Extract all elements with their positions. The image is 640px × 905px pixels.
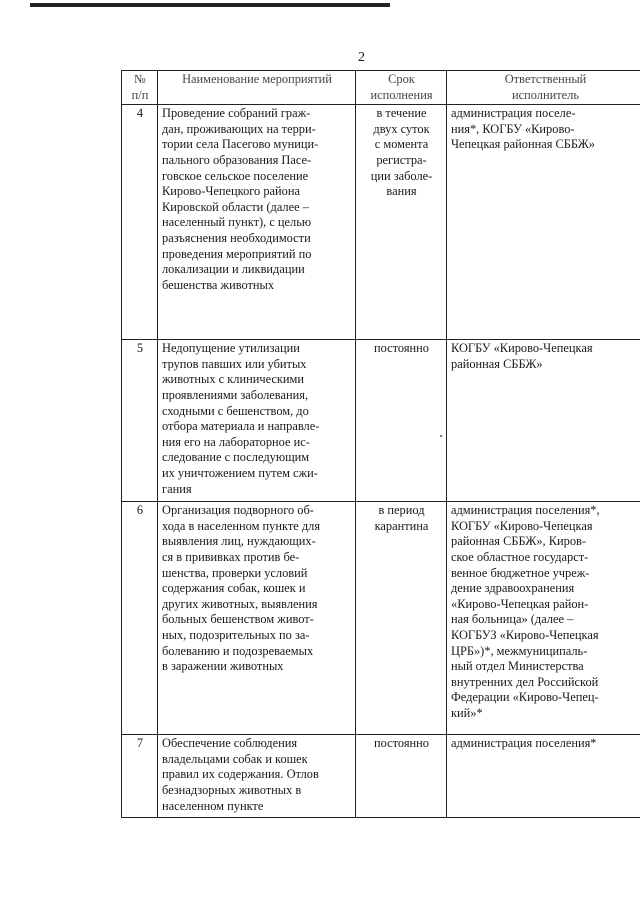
cell-name-line: правил их содержания. Отлов [162, 767, 319, 782]
cell-name-line: Кировской области (далее – [162, 199, 309, 214]
cell-responsible-line: венное бюджетное учреж- [451, 565, 590, 580]
cell-name-line: Кирово-Чепецкого района [162, 184, 300, 199]
cell-term-line: регистра- [376, 152, 427, 167]
cell-name-line: болеванию и подозреваемых [162, 643, 314, 658]
header-number-line: п/п [131, 87, 149, 102]
cell-name-line: шенства, проверки условий [162, 565, 308, 580]
header-term-line: Срок [388, 72, 415, 86]
cell-responsible-line: ная больница» (далее – [451, 612, 574, 627]
cell-name-line: населенном пункте [162, 798, 264, 813]
cell-responsible-line: КОГБУ «Кирово-Чепецкая [451, 341, 593, 356]
cell-name-line: населенный пункт), с целью [162, 215, 312, 230]
cell-term-line: в течение [376, 106, 427, 121]
cell-responsible [447, 735, 640, 818]
cell-responsible-line: внутренних дел Российской [451, 674, 599, 689]
header-responsible [447, 71, 640, 105]
cell-name-line: пального образования Пасе- [162, 152, 312, 167]
cell-responsible-line: КОГБУ «Кирово-Чепецкая [451, 518, 593, 533]
cell-responsible [447, 340, 640, 502]
cell-responsible-line: администрация поселе- [451, 106, 576, 121]
cell-number: 6 [122, 502, 158, 735]
cell-term-line: постоянно [373, 341, 429, 356]
cell-responsible-line: районная СББЖ» [451, 356, 543, 371]
cell-term-line: с момента [374, 137, 429, 152]
cell-term-line: в период [378, 503, 425, 518]
cell-responsible [447, 105, 640, 340]
cell-term-line: постоянно [373, 736, 429, 751]
cell-name-line: следование с последующим [162, 450, 310, 465]
cell-name-line: локализации и ликвидации [162, 262, 305, 277]
cell-responsible-line: районная СББЖ», Киров- [451, 534, 587, 549]
cell-name-line: тории села Пасегово муници- [162, 137, 319, 152]
cell-name-line: владельцами собак и кошек [162, 751, 308, 766]
header-term-line: исполнения [370, 87, 433, 102]
cell-name-line: других животных, выявления [162, 596, 318, 611]
cell-name-line: бешенства животных [162, 277, 275, 292]
cell-name-line: трупов павших или убитых [162, 356, 307, 371]
scan-speck [440, 435, 442, 437]
cell-term [356, 502, 447, 735]
cell-term-line: карантина [374, 518, 429, 533]
header-number-line: № [134, 72, 146, 86]
cell-name-line: безнадзорных животных в [162, 782, 302, 797]
cell-name-line: содержания собак, кошек и [162, 581, 306, 596]
cell-name-line: Проведение собраний граж- [162, 106, 311, 121]
cell-name-line: больных бешенством живот- [162, 612, 314, 627]
cell-name-line: Организация подворного об- [162, 503, 314, 518]
cell-term [356, 105, 447, 340]
cell-responsible-line: ный отдел Министерства [451, 659, 584, 674]
cell-name [158, 735, 356, 818]
header-name [158, 71, 356, 105]
cell-name-line: выявления лиц, нуждающих- [162, 534, 316, 549]
header-name-line: Наименование мероприятий [182, 72, 332, 86]
header-responsible-line: Ответственный [504, 72, 587, 86]
cell-term-line: ции заболе- [370, 168, 433, 183]
cell-name-line: Недопущение утилизации [162, 341, 300, 356]
table-row [122, 105, 640, 340]
cell-name-line: разъяснения необходимости [162, 230, 311, 245]
cell-name-line: проведения мероприятий по [162, 246, 312, 261]
cell-number: 4 [122, 105, 158, 340]
cell-name-line: их уничтожением путем сжи- [162, 465, 318, 480]
cell-name-line: Обеспечение соблюдения [162, 736, 298, 751]
header-number [122, 71, 158, 105]
cell-responsible [447, 502, 640, 735]
cell-term-line: двух суток [373, 121, 430, 136]
cell-name [158, 340, 356, 502]
cell-responsible-line: Федерации «Кирово-Чепец- [451, 690, 599, 705]
cell-responsible-line: кий»* [451, 705, 483, 720]
cell-responsible-line: Чепецкая районная СББЖ» [451, 137, 596, 152]
cell-name-line: проявлениями заболевания, [162, 387, 309, 402]
cell-name-line: говское сельское поселение [162, 168, 309, 183]
cell-term [356, 340, 447, 502]
cell-responsible-line: «Кирово-Чепецкая район- [451, 596, 589, 611]
header-responsible-line: исполнитель [512, 87, 579, 102]
cell-name-line: ся в прививках против бе- [162, 549, 300, 564]
cell-responsible-line: администрация поселения* [451, 736, 597, 751]
table-row [122, 340, 640, 502]
table-row [122, 502, 640, 735]
cell-responsible-line: ЦРБ»)*, межмуниципаль- [451, 643, 588, 658]
cell-responsible-line: администрация поселения*, [451, 503, 600, 518]
header-term [356, 71, 447, 105]
cell-name-line: ния его на лабораторное ис- [162, 434, 310, 449]
cell-name-line: хода в населенном пункте для [162, 518, 321, 533]
table-row [122, 735, 640, 818]
cell-name-line: гания [162, 481, 192, 496]
cell-term-line: вания [386, 184, 417, 199]
cell-name-line: животных с клиническими [162, 372, 305, 387]
cell-name-line: сходными с бешенством, до [162, 403, 309, 418]
cell-name-line: отбора материала и направле- [162, 419, 320, 434]
cell-name [158, 502, 356, 735]
cell-name-line: дан, проживающих на терри- [162, 121, 316, 136]
cell-responsible-line: дение здравоохранения [451, 581, 575, 596]
measures-table [121, 70, 640, 818]
cell-responsible-line: ское областное государст- [451, 549, 589, 564]
cell-name-line: в заражении животных [162, 659, 284, 674]
cell-responsible-line: КОГБУЗ «Кирово-Чепецкая [451, 627, 599, 642]
cell-name-line: ных, подозрительных по за- [162, 627, 310, 642]
table-body [122, 105, 640, 818]
cell-number: 7 [122, 735, 158, 818]
cell-name [158, 105, 356, 340]
cell-responsible-line: ния*, КОГБУ «Кирово- [451, 121, 575, 136]
table-header-row [122, 71, 640, 105]
page-number: 2 [358, 50, 365, 65]
cell-term [356, 735, 447, 818]
top-rule [30, 3, 390, 7]
cell-number: 5 [122, 340, 158, 502]
